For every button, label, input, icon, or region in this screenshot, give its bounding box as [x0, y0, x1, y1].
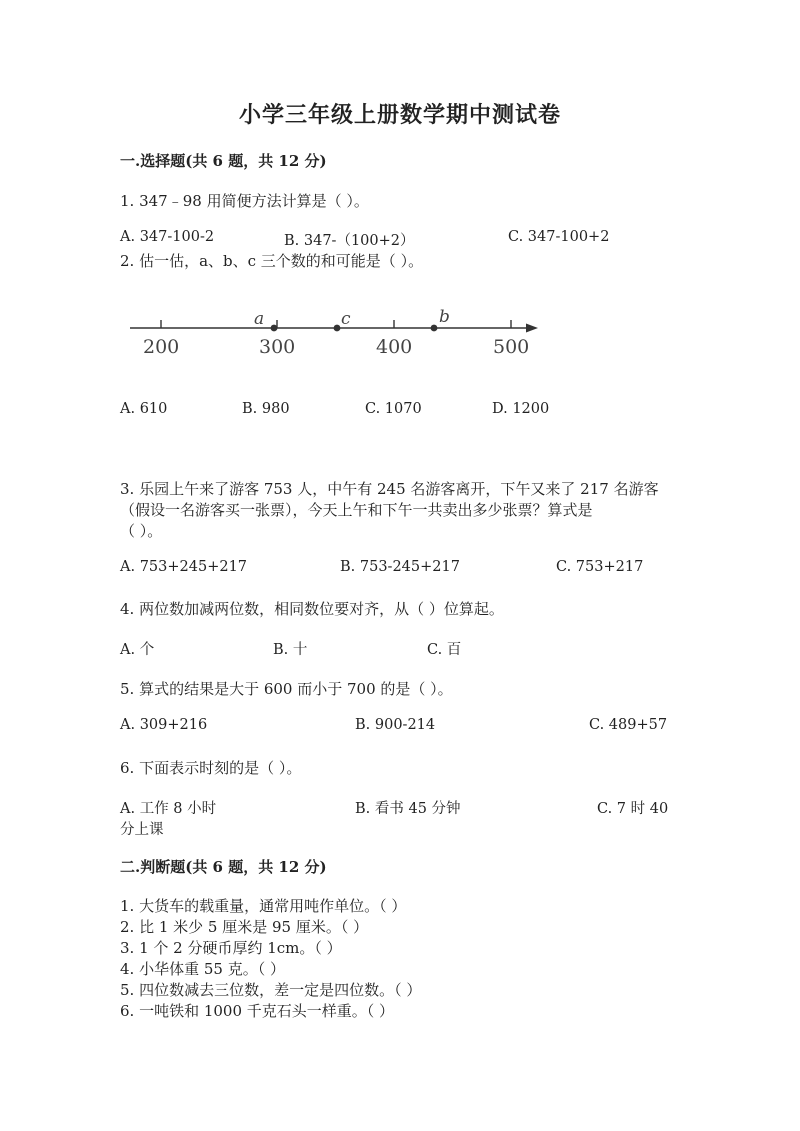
question-2-option-a: A. 610 — [120, 401, 168, 417]
question-6-option-c-continued: 分上课 — [120, 822, 164, 838]
judgement-item-4: 4. 小华体重 55 克。（ ） — [120, 960, 285, 978]
point-label-a: a — [254, 309, 265, 329]
question-6-option-c: C. 7 时 40 — [597, 801, 669, 817]
question-6: 6. 下面表示时刻的是（ ）。 — [120, 759, 302, 777]
tick-label-300: 300 — [259, 336, 296, 358]
judgement-item-5: 5. 四位数减去三位数，差一定是四位数。（ ） — [120, 981, 422, 999]
question-1-option-c: C. 347-100+2 — [508, 229, 610, 245]
point-b — [431, 325, 438, 332]
question-1-option-b: B. 347-（100+2） — [284, 233, 415, 249]
question-4-option-b: B. 十 — [273, 642, 308, 658]
question-2: 2. 估一估，a、b、c 三个数的和可能是（ ）。 — [120, 252, 424, 270]
question-3-line-1: 3. 乐园上午来了游客 753 人，中午有 245 名游客离开，下午又来了 217 名游客 — [120, 480, 659, 498]
question-2-option-d: D. 1200 — [492, 401, 550, 417]
point-label-c: c — [341, 309, 351, 329]
point-label-b: b — [439, 307, 450, 327]
question-3-option-c: C. 753+217 — [556, 559, 644, 575]
question-3-line-2: （假设一名游客买一张票），今天上午和下午一共卖出多少张票？算式是 — [120, 501, 593, 519]
question-1: 1. 347﹣98 用简便方法计算是（ ）。 — [120, 192, 369, 210]
judgement-item-6: 6. 一吨铁和 1000 千克石头一样重。（ ） — [120, 1002, 395, 1020]
judgement-item-1: 1. 大货车的载重量，通常用吨作单位。（ ） — [120, 897, 407, 915]
section-1-heading: 一.选择题(共 6 题，共 12 分) — [120, 152, 327, 170]
point-a — [271, 325, 278, 332]
question-6-option-b: B. 看书 45 分钟 — [355, 801, 461, 817]
question-2-option-b: B. 980 — [242, 401, 290, 417]
judgement-item-3: 3. 1 个 2 分硬币厚约 1cm。（ ） — [120, 939, 342, 957]
question-2-option-c: C. 1070 — [365, 401, 422, 417]
question-4-option-a: A. 个 — [120, 642, 155, 658]
question-5: 5. 算式的结果是大于 600 而小于 700 的是（ ）。 — [120, 680, 453, 698]
number-line-figure — [128, 300, 548, 362]
question-4-option-c: C. 百 — [427, 642, 462, 658]
question-5-option-a: A. 309+216 — [120, 717, 208, 733]
point-c — [334, 325, 341, 332]
question-1-option-a: A. 347-100-2 — [120, 229, 215, 245]
judgement-item-2: 2. 比 1 米少 5 厘米是 95 厘米。（ ） — [120, 918, 369, 936]
question-3-option-a: A. 753+245+217 — [120, 559, 248, 575]
tick-label-400: 400 — [376, 336, 413, 358]
tick-label-500: 500 — [493, 336, 530, 358]
question-3-line-3: （ ）。 — [120, 522, 163, 540]
tick-label-200: 200 — [143, 336, 180, 358]
question-4: 4. 两位数加减两位数，相同数位要对齐，从（ ）位算起。 — [120, 600, 504, 618]
page-title: 小学三年级上册数学期中测试卷 — [238, 102, 561, 128]
number-line-arrow-icon — [526, 324, 538, 333]
question-5-option-c: C. 489+57 — [589, 717, 668, 733]
question-6-option-a: A. 工作 8 小时 — [120, 801, 217, 817]
section-2-heading: 二.判断题(共 6 题，共 12 分) — [120, 858, 327, 876]
question-3-option-b: B. 753-245+217 — [340, 559, 460, 575]
question-5-option-b: B. 900-214 — [355, 717, 436, 733]
